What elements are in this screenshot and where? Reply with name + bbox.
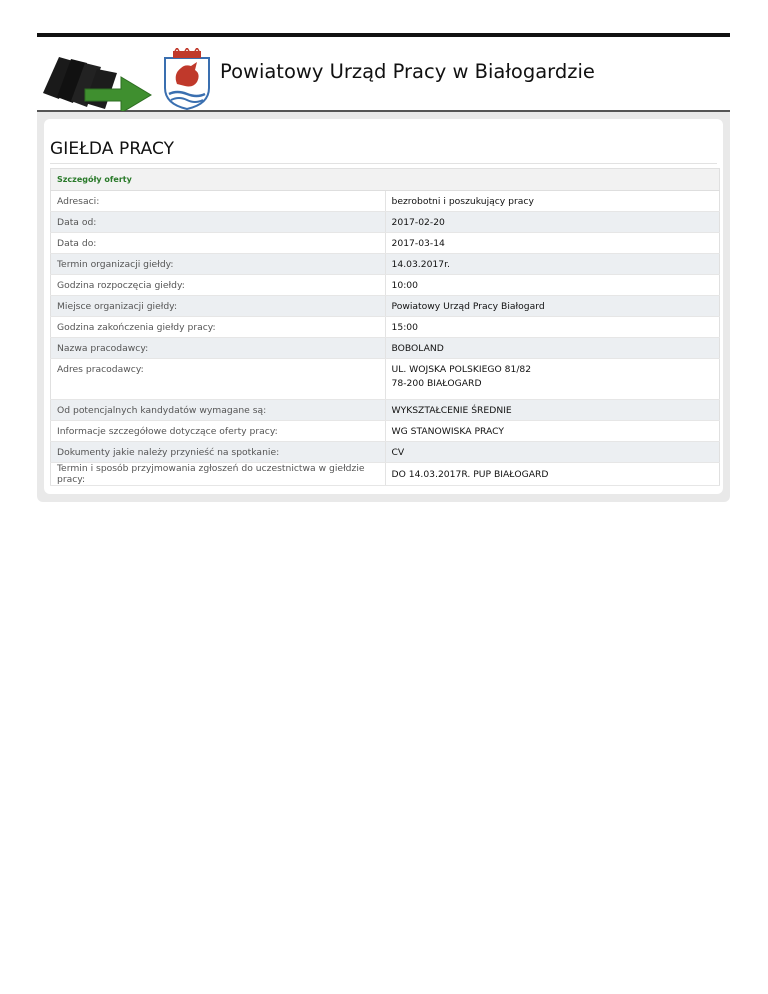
page-container bbox=[37, 33, 730, 502]
row-value: 2017-02-20 bbox=[385, 212, 720, 233]
table-row bbox=[51, 400, 720, 421]
table-row bbox=[51, 191, 720, 212]
powiat-crest-icon bbox=[159, 48, 215, 110]
job-cards-arrow-logo-icon[interactable] bbox=[39, 47, 157, 111]
address-line-city: 78-200 BIAŁOGARD bbox=[391, 378, 482, 389]
row-value: DO 14.03.2017R. PUP BIAŁOGARD bbox=[385, 463, 720, 486]
row-value: CV bbox=[385, 442, 720, 463]
row-value: bezrobotni i poszukujący pracy bbox=[385, 191, 720, 212]
table-row bbox=[51, 254, 720, 275]
row-label: Miejsce organizacji giełdy: bbox=[51, 296, 386, 317]
row-value: 2017-03-14 bbox=[385, 233, 720, 254]
row-value: 15:00 bbox=[385, 317, 720, 338]
row-value: BOBOLAND bbox=[385, 338, 720, 359]
page-title: GIEŁDA PRACY bbox=[50, 139, 717, 164]
table-row bbox=[51, 275, 720, 296]
row-label: Adresaci: bbox=[51, 191, 386, 212]
table-row bbox=[51, 338, 720, 359]
row-label: Od potencjalnych kandydatów wymagane są: bbox=[51, 400, 386, 421]
row-label: Godzina rozpoczęcia giełdy: bbox=[51, 275, 386, 296]
table-row bbox=[51, 359, 720, 400]
content-frame bbox=[37, 112, 730, 502]
row-label: Nazwa pracodawcy: bbox=[51, 338, 386, 359]
row-label: Termin organizacji giełdy: bbox=[51, 254, 386, 275]
row-value: WYKSZTAŁCENIE ŚREDNIE bbox=[385, 400, 720, 421]
row-label: Adres pracodawcy: bbox=[51, 359, 386, 400]
row-label: Data do: bbox=[51, 233, 386, 254]
row-label: Dokumenty jakie należy przynieść na spotkanie: bbox=[51, 442, 386, 463]
offer-details-table bbox=[50, 168, 720, 486]
table-row bbox=[51, 212, 720, 233]
row-value: Powiatowy Urząd Pracy Białogard bbox=[385, 296, 720, 317]
table-row bbox=[51, 421, 720, 442]
table-row bbox=[51, 442, 720, 463]
row-label: Godzina zakończenia giełdy pracy: bbox=[51, 317, 386, 338]
row-value: 10:00 bbox=[385, 275, 720, 296]
table-row bbox=[51, 233, 720, 254]
row-label: Data od: bbox=[51, 212, 386, 233]
section-title: Szczegóły oferty bbox=[51, 169, 720, 191]
row-label: Informacje szczegółowe dotyczące oferty pracy: bbox=[51, 421, 386, 442]
row-label: Termin i sposób przyjmowania zgłoszeń do uczestnictwa w giełdzie pracy: bbox=[51, 463, 386, 486]
address-line-street: UL. WOJSKA POLSKIEGO 81/82 bbox=[391, 364, 532, 375]
row-value bbox=[385, 359, 720, 400]
row-value: WG STANOWISKA PRACY bbox=[385, 421, 720, 442]
site-title: Powiatowy Urząd Pracy w Białogardzie bbox=[220, 60, 595, 83]
site-header bbox=[37, 37, 730, 112]
table-row bbox=[51, 463, 720, 486]
row-value: 14.03.2017r. bbox=[385, 254, 720, 275]
table-row bbox=[51, 317, 720, 338]
table-row bbox=[51, 296, 720, 317]
content-panel bbox=[44, 119, 723, 494]
